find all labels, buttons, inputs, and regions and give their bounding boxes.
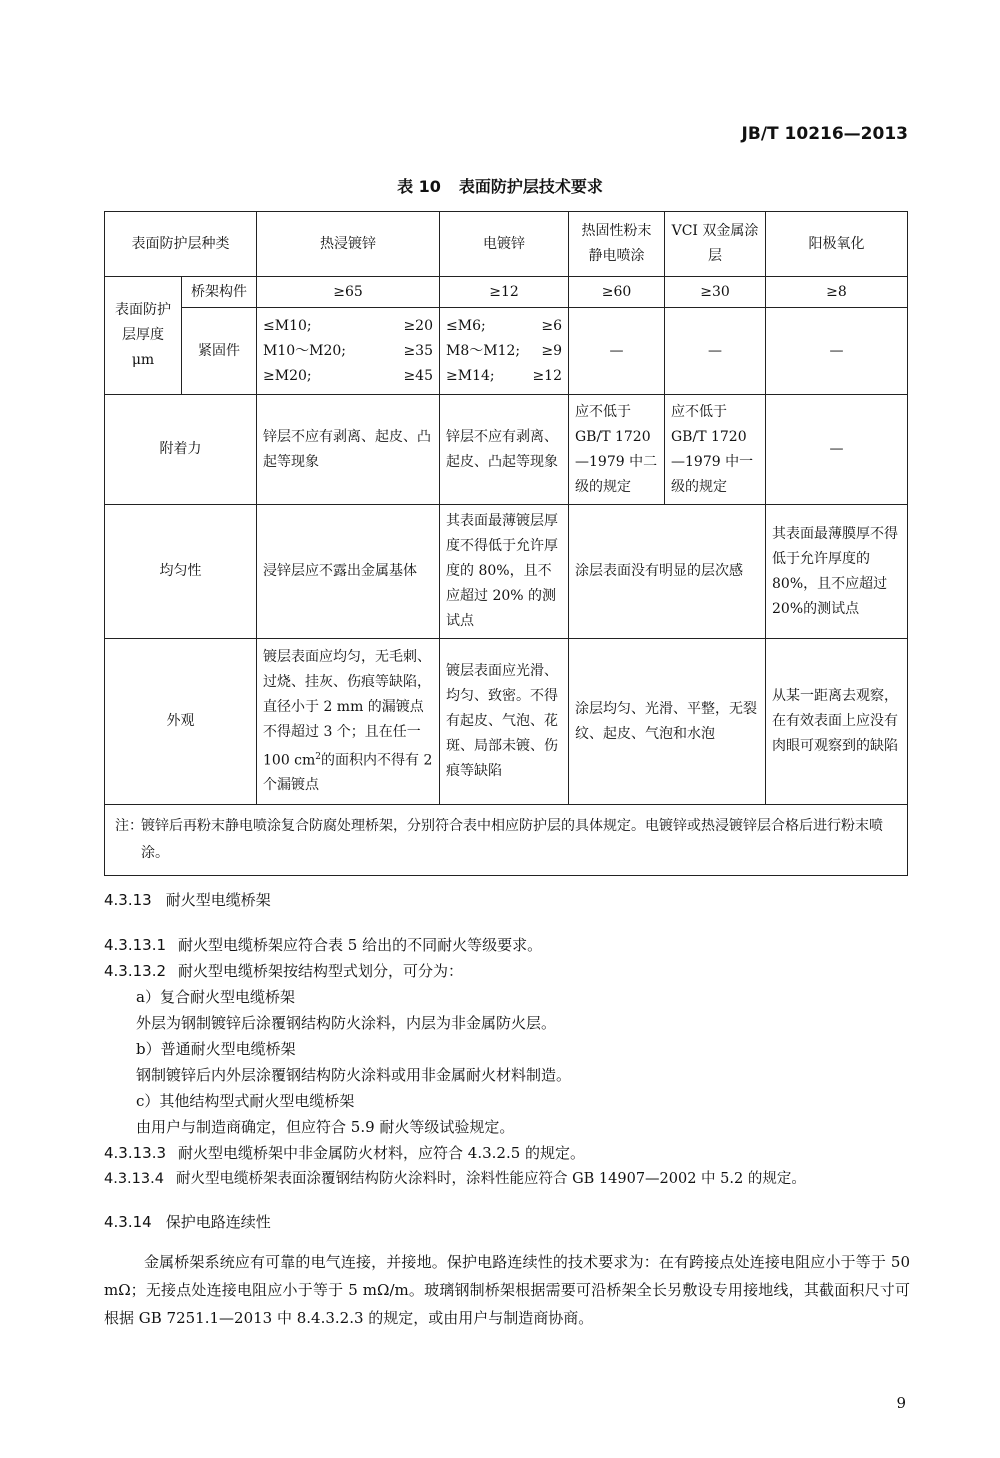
appearance-hot-dip: 镀层表面应均匀，无毛刺、过烧、挂灰、伤痕等缺陷，直径小于 2 mm 的漏镀点不得超过 3 个；且在任一 100 $cm^2$的面积内不得有 2 个漏镀点 — [257, 639, 440, 805]
section-4-3-14-paragraph: 金属桥架系统应有可靠的电气连接，并接地。保护电路连续性的技术要求为：在有跨接点处连接电阻应小于等于 50 mΩ；无接点处连接电阻应小于等于 5 mΩ/m。玻璃钢制桥架根据需要可沿桥架全长另敷设专用接地线，其截面积尺寸可根据 GB 7251.1—2013 中 8.4.3.2.3 的规定，或由用户与制造商协商。 — [104, 1253, 910, 1327]
section-4-3-13-heading: 4.3.13 耐火型电缆桥架 — [104, 891, 271, 909]
list-item: ≥M20; ≥45 — [263, 367, 433, 384]
appearance-powder-vci: 涂层均匀、光滑、平整，无裂纹、起皮、气泡和水泡 — [569, 639, 766, 805]
list-item-c-desc: 由用户与制造商确定，但应符合 5.9 耐火等级试验规定。 — [136, 1118, 515, 1136]
tray-electro: ≥12 — [440, 277, 569, 308]
table-row-appearance — [105, 639, 908, 805]
list-item-c: c）其他结构型式耐火型电缆桥架 — [136, 1092, 355, 1110]
header-electro: 电镀锌 — [440, 212, 569, 277]
header-type: 表面防护层种类 — [105, 212, 257, 277]
list-item: ≤M10; ≥20 — [263, 317, 433, 334]
list-item-a: a）复合耐火型电缆桥架 — [136, 988, 295, 1006]
fastener-hot-dip — [257, 308, 440, 395]
tray-anodic: ≥8 — [766, 277, 908, 308]
adhesion-powder: 应不低于 GB/T 1720—1979 中二级的规定 — [569, 395, 665, 505]
appearance-electro: 镀层表面应光滑、均匀、致密。不得有起皮、气泡、花斑、局部未镀、伤痕等缺陷 — [440, 639, 569, 805]
list-item: M8～M12; ≥9 — [446, 342, 562, 359]
tray-label: 桥架构件 — [182, 277, 257, 308]
uniformity-hot-dip: 浸锌层应不露出金属基体 — [257, 505, 440, 639]
clause-4-3-13-3: 4.3.13.3 耐火型电缆桥架中非金属防火材料，应符合 4.3.2.5 的规定。 — [104, 1144, 586, 1162]
fastener-vci: — — [665, 308, 766, 395]
adhesion-anodic: — — [766, 395, 908, 505]
adhesion-vci: 应不低于 GB/T 1720—1979 中一级的规定 — [665, 395, 766, 505]
uniformity-powder-vci: 涂层表面没有明显的层次感 — [569, 505, 766, 639]
list-item-b: b）普通耐火型电缆桥架 — [136, 1040, 296, 1058]
thickness-label: 表面防护层厚度μm — [105, 277, 182, 395]
tray-vci: ≥30 — [665, 277, 766, 308]
header-hot-dip: 热浸镀锌 — [257, 212, 440, 277]
list-item: M10～M20; ≥35 — [263, 342, 433, 359]
list-item: ≤M6; ≥6 — [446, 317, 562, 334]
table-row-tray — [105, 277, 908, 308]
uniformity-electro: 其表面最薄镀层厚度不得低于允许厚度的 80%，且不应超过 20% 的测试点 — [440, 505, 569, 639]
list-item-b-desc: 钢制镀锌后内外层涂覆钢结构防火涂料或用非金属耐火材料制造。 — [136, 1066, 572, 1084]
table-row-uniformity — [105, 505, 908, 639]
adhesion-label: 附着力 — [105, 395, 257, 505]
fastener-anodic: — — [766, 308, 908, 395]
protective-layer-table — [104, 211, 908, 876]
fastener-label: 紧固件 — [182, 308, 257, 395]
tray-hot-dip: ≥65 — [257, 277, 440, 308]
fastener-powder: — — [569, 308, 665, 395]
header-anodic: 阳极氧化 — [766, 212, 908, 277]
note-text: 镀锌后再粉末静电喷涂复合防腐处理桥架，分别符合表中相应防护层的具体规定。电镀锌或热浸镀锌层合格后进行粉末喷涂。 — [141, 818, 883, 861]
clause-4-3-13-1: 4.3.13.1 耐火型电缆桥架应符合表 5 给出的不同耐火等级要求。 — [104, 936, 543, 954]
table-caption: 表面防护层技术要求 — [458, 177, 603, 196]
table-number: 表 10 — [397, 177, 441, 196]
uniformity-label: 均匀性 — [105, 505, 257, 639]
header-vci: VCI 双金属涂层 — [665, 212, 766, 277]
fastener-electro — [440, 308, 569, 395]
appearance-label: 外观 — [105, 639, 257, 805]
table-note — [105, 805, 908, 876]
page-number: 9 — [896, 1394, 906, 1412]
note-label: 注： — [115, 818, 143, 834]
table-header-row — [105, 212, 908, 277]
clause-4-3-13-4: 4.3.13.4 耐火型电缆桥架表面涂覆钢结构防火涂料时，涂料性能应符合 GB 14907—2002 中 5.2 的规定。 — [104, 1171, 806, 1187]
standard-number: JB/T 10216—2013 — [741, 124, 908, 144]
adhesion-electro: 锌层不应有剥离、起皮、凸起等现象 — [440, 395, 569, 505]
table-row-fastener — [105, 308, 908, 395]
adhesion-hot-dip: 锌层不应有剥离、起皮、凸起等现象 — [257, 395, 440, 505]
list-item: ≥M14; ≥12 — [446, 367, 562, 384]
table-row-adhesion — [105, 395, 908, 505]
header-powder: 热固性粉末静电喷涂 — [569, 212, 665, 277]
table-note-row — [105, 805, 908, 876]
table-title — [0, 174, 1000, 197]
appearance-anodic: 从某一距离去观察，在有效表面上应没有肉眼可观察到的缺陷 — [766, 639, 908, 805]
clause-4-3-13-2: 4.3.13.2 耐火型电缆桥架按结构型式划分，可分为： — [104, 962, 464, 980]
uniformity-anodic: 其表面最薄膜厚不得低于允许厚度的 80%，且不应超过 20%的测试点 — [766, 505, 908, 639]
list-item-a-desc: 外层为钢制镀锌后涂覆钢结构防火涂料，内层为非金属防火层。 — [136, 1014, 557, 1032]
tray-powder: ≥60 — [569, 277, 665, 308]
section-4-3-14-heading: 4.3.14 保护电路连续性 — [104, 1213, 271, 1231]
